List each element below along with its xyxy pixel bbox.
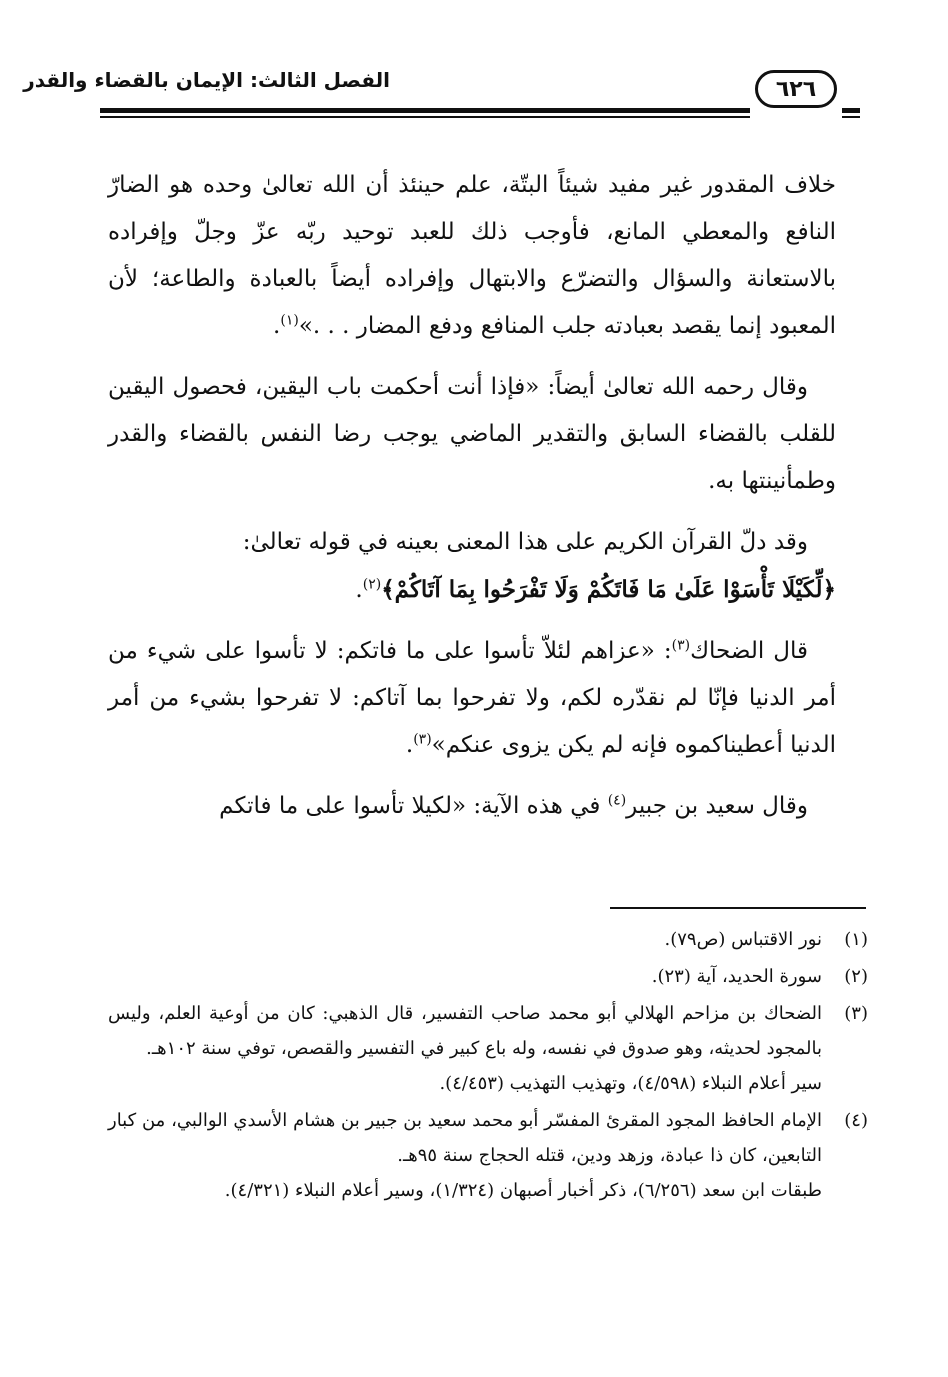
footnote-number: (٢) <box>844 966 868 987</box>
footnote-number: (١) <box>844 929 868 950</box>
paragraph-5 <box>108 783 836 830</box>
footnote-separator <box>610 907 866 909</box>
chapter-title: الفصل الثالث: الإيمان بالقضاء والقدر <box>23 68 390 92</box>
paragraph-4 <box>108 628 836 769</box>
footnotes <box>108 922 868 1210</box>
footnote-4 <box>108 1103 868 1208</box>
footnote-1 <box>108 922 868 957</box>
footnote-source: طبقات ابن سعد (٦/٢٥٦)، ذكر أخبار أصبهان (١/٣٢٤)، وسير أعلام النبلاء (٤/٣٢١). <box>224 1180 822 1201</box>
footnote-3 <box>108 996 868 1101</box>
paragraph-4-lead: قال الضحاك <box>690 638 808 664</box>
footnote-text <box>108 1103 822 1208</box>
paragraph-3-text: وقد دلّ القرآن الكريم على هذا المعنى بعينه في قوله تعالىٰ: <box>242 529 808 555</box>
paragraph-4-end: . <box>405 732 414 758</box>
paragraph-5-text: في هذه الآية: «لكيلا تأسوا على ما فاتكم <box>219 793 608 819</box>
footnote-source: سير أعلام النبلاء (٤/٥٩٨)، وتهذيب التهذيب (٤/٤٥٣). <box>439 1073 822 1094</box>
footnote-ref-3a: (٣) <box>671 637 691 654</box>
footnote-2 <box>108 959 868 994</box>
header-rule-right-thin <box>842 116 860 118</box>
footnote-ref-1: (١) <box>280 312 299 329</box>
quran-verse: ﴿لِّكَيْلَا تَأْسَوْا عَلَىٰ مَا فَاتَكُمْ وَلَا تَفْرَحُوا بِمَا آتَاكُمْ﴾ <box>381 576 836 603</box>
paragraph-1-end: . <box>273 313 281 339</box>
footnote-text: سورة الحديد، آية (٢٣). <box>651 966 822 987</box>
footnote-text: نور الاقتباس (ص٧٩). <box>664 929 822 950</box>
header-rule-thick <box>100 108 750 113</box>
main-text <box>108 162 836 844</box>
footnote-ref-3b: (٣) <box>413 731 432 748</box>
header-rule-thin <box>100 116 750 118</box>
footnote-body: الإمام الحافظ المجود المقرئ المفسّر أبو محمد سعيد بن جبير بن هشام الأسدي الوالبي، من كبار التابعين، كان ذا عبادة، وزهد ودين، قتله الحجاج سنة ٩٥هـ. <box>108 1110 822 1166</box>
page-number: ٦٢٦ <box>755 70 837 108</box>
paragraph-3 <box>108 519 836 614</box>
footnote-body: الضحاك بن مزاحم الهلالي أبو محمد صاحب التفسير، قال الذهبي: كان من أوعية العلم، وليس بالمجود لحديثه، وهو صدوق في نفسه، وله باع كبير في التفسير والقصص، توفي سنة ١٠٢هـ. <box>108 1003 822 1059</box>
footnote-number: (٣) <box>844 1003 868 1024</box>
paragraph-2 <box>108 364 836 505</box>
page-header <box>23 62 860 122</box>
header-rule-right-thick <box>842 108 860 113</box>
footnote-text <box>108 996 822 1101</box>
paragraph-1 <box>108 162 836 350</box>
paragraph-1-text: خلاف المقدور غير مفيد شيئاً البتّة، علم حينئذ أن الله تعالىٰ وحده هو الضارّ النافع والمعطي المانع، فأوجب ذلك للعبد توحيد ربّه عزّ وجلّ وإفراده بالاستعانة والسؤال والتضرّع والابتهال وإفراده أيضاً بالعبادة والطاعة؛ لأن المعبود إنما يقصد بعبادته جلب المنافع ودفع المضار . . .» <box>108 172 836 339</box>
paragraph-2-text: وقال رحمه الله تعالىٰ أيضاً: «فإذا أنت أحكمت باب اليقين، فحصول اليقين للقلب بالقضاء السابق والتقدير الماضي يوجب رضا النفس بالقضاء والقدر وطمأنينتها به. <box>108 374 836 494</box>
paragraph-5-lead: وقال سعيد بن جبير <box>626 793 808 819</box>
footnote-number: (٤) <box>844 1110 868 1131</box>
paragraph-3-end: . <box>355 577 363 603</box>
footnote-ref-2: (٢) <box>362 576 382 593</box>
footnote-ref-4: (٤) <box>607 792 627 809</box>
paragraph-4-text: : «عزاهم لئلاّ تأسوا على ما فاتكم: لا تأسوا على شيء من أمر الدنيا فإنّا لم نقدّره لكم، ولا تفرحوا بما آتاكم: لا تفرحوا بشيء من أمر الدنيا أعطيناكموه فإنه لم يكن يزوى عنكم» <box>108 638 836 758</box>
